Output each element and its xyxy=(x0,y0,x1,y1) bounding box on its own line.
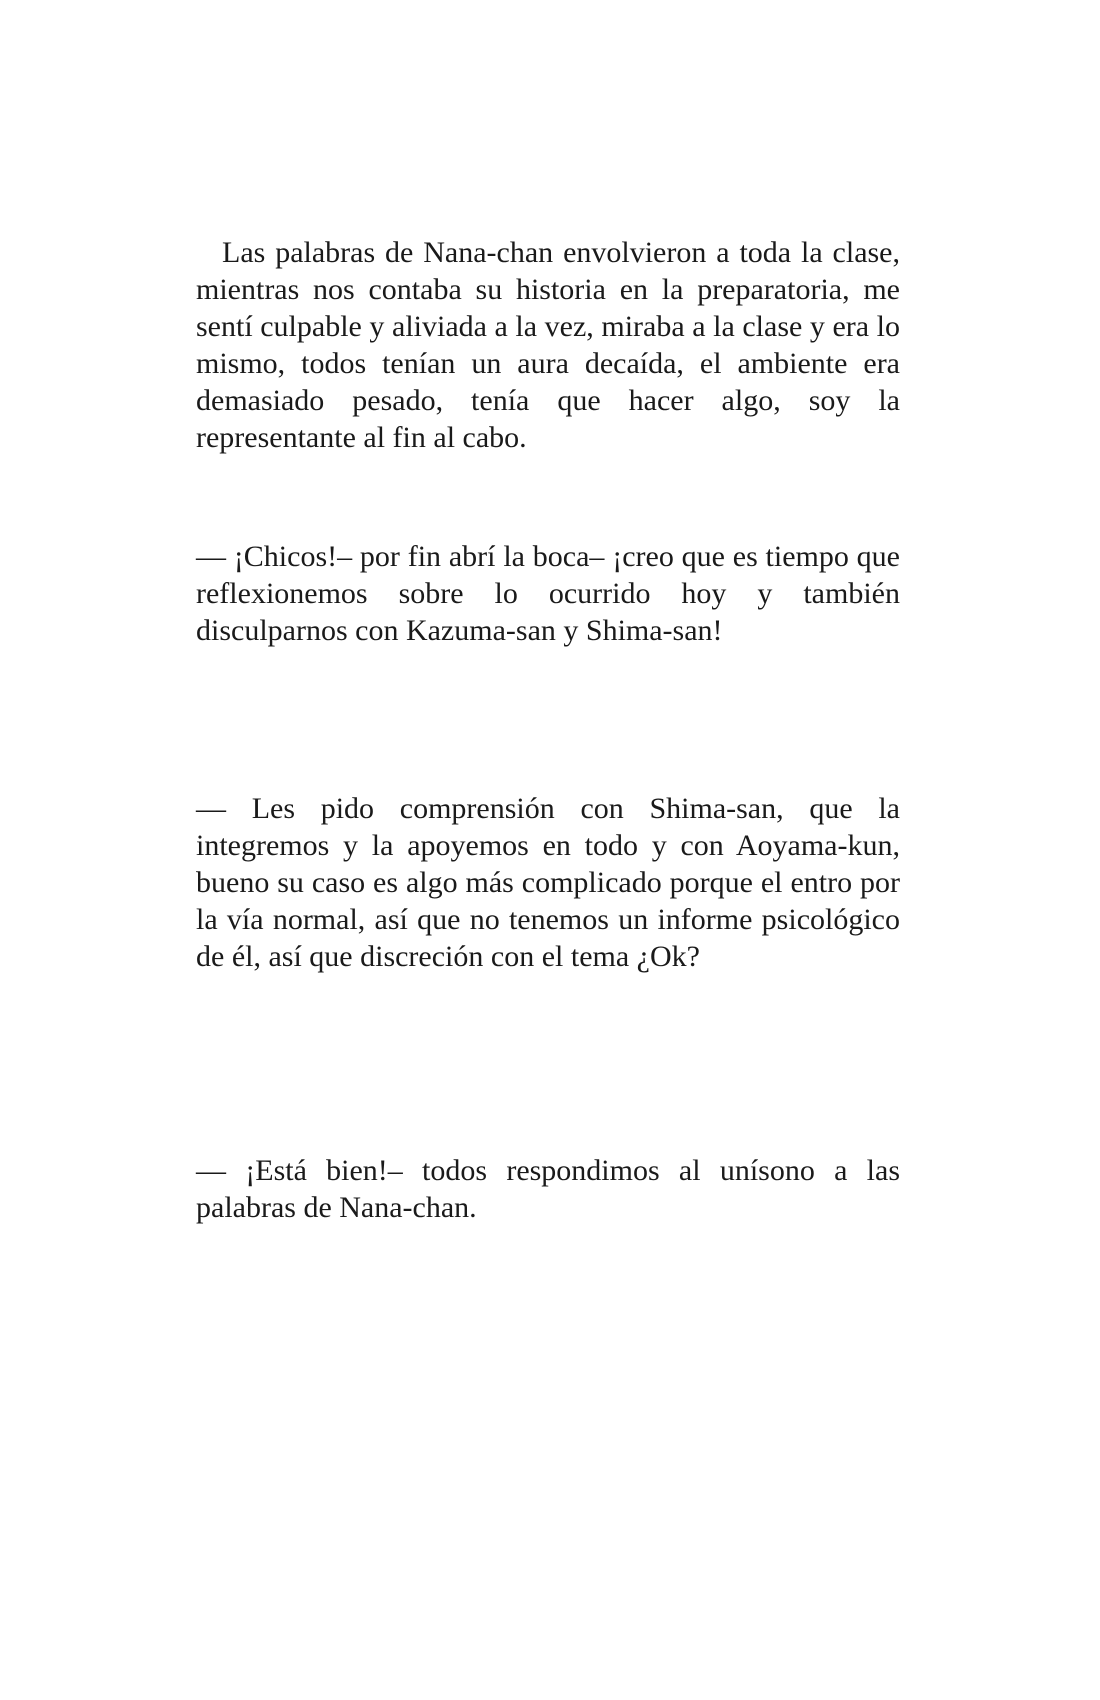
narrative-paragraph: Las palabras de Nana-chan envolvieron a toda la clase, mientras nos contaba su historia en la preparatoria, me sentí culpable y aliviada a la vez, miraba a la clase y era lo mismo, todos tenían un aura decaída, el ambiente era demasiado pesado, tenía que hacer algo, soy la representante al fin al cabo. xyxy=(196,236,900,454)
dialogue-paragraph-chicos: — ¡Chicos!– por fin abrí la boca– ¡creo que es tiempo que reflexionemos sobre lo ocurrido hoy y también disculparnos con Kazuma-san y Shima-san! xyxy=(196,540,900,647)
dialogue-paragraph-comprension: — Les pido comprensión con Shima-san, que la integremos y la apoyemos en todo y con Aoyama-kun, bueno su caso es algo más complicado porque el entro por la vía normal, así que no tenemos un informe psicológico de él, así que discreción con el tema ¿Ok? xyxy=(196,792,900,973)
dialogue-paragraph-esta-bien: — ¡Está bien!– todos respondimos al unísono a las palabras de Nana-chan. xyxy=(196,1154,900,1224)
